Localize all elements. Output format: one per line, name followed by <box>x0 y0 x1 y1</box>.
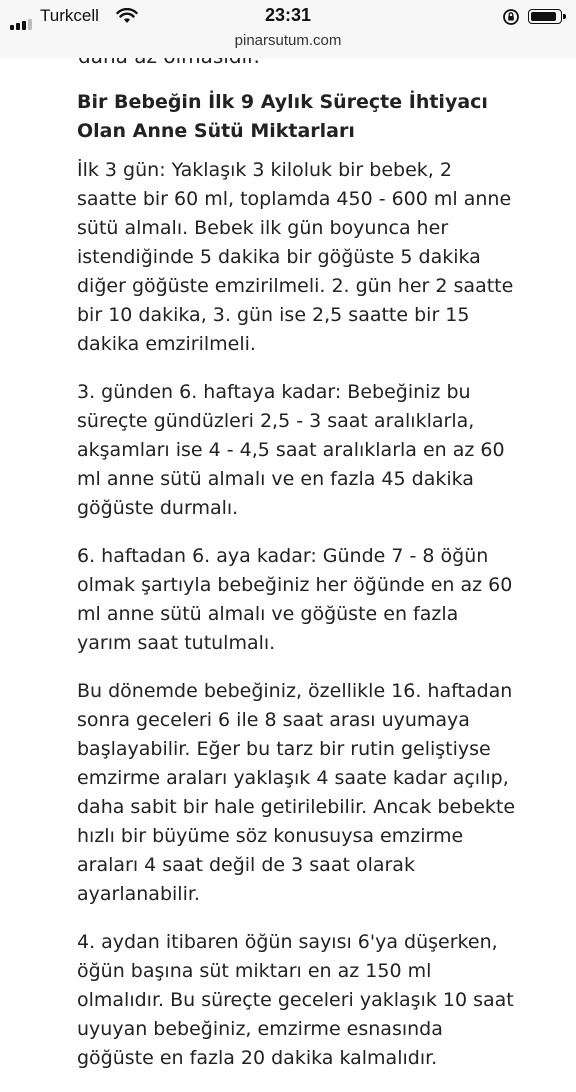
paragraph: 4. aydan itibaren öğün sayısı 6'ya düşerken, öğün başına süt miktarı en az 150 ml olmalıdır. Bu süreçte geceleri yaklaşık 10 saat uyuyan bebeğiniz, emzirme esnasında göğüste en fazla 20 dakika kalmalıdır. <box>77 931 514 1069</box>
paragraph: İlk 3 gün: Yaklaşık 3 kiloluk bir bebek, 2 saatte bir 60 ml, toplamda 450 - 600 ml anne sütü almalı. Bebek ilk gün boyunca her istendiğinde 5 dakika bir göğüste 5 dakika diğer göğüste emzirilmeli. 2. gün her 2 saatte bir 10 dakika, 3. gün ise 2,5 saatte bir 15 dakika emzirilmeli. <box>77 159 514 355</box>
clock: 23:31 <box>264 5 312 25</box>
battery-icon <box>528 9 562 24</box>
address-bar-url[interactable]: pinarsutum.com <box>234 32 342 49</box>
article-content <box>77 88 517 1092</box>
carrier-name: Turkcell <box>40 6 99 25</box>
section-heading: Bir Bebeğin İlk 9 Aylık Süreçte İhtiyacı Olan Anne Sütü Miktarları <box>77 91 488 142</box>
status-bar <box>0 0 576 58</box>
paragraph: 3. günden 6. haftaya kadar: Bebeğiniz bu süreçte gündüzleri 2,5 - 3 saat aralıklarla, akşamları ise 4 - 4,5 saat aralıklarla en az 60 ml anne sütü almalı ve en fazla 45 dakika göğüste durmalı. <box>77 381 505 519</box>
paragraph: 6. haftadan 6. aya kadar: Günde 7 - 8 öğün olmak şartıyla bebeğiniz her öğünde en az 60 ml anne sütü almalı ve göğüste en fazla yarım saat tutulmalı. <box>77 545 513 654</box>
rotation-lock-icon <box>502 8 520 26</box>
paragraph: Bu dönemde bebeğiniz, özellikle 16. haftadan sonra geceleri 6 ile 8 saat arası uyumaya başlayabilir. Eğer bu tarz bir rutin geliştiyse emzirme araları yaklaşık 4 saate kadar açılıp, daha sabit bir hale getirilebilir. Ancak bebekte hızlı bir büyüme söz konusuysa emzirme araları 4 saat değil de 3 saat olarak ayarlanabilir. <box>77 680 516 905</box>
